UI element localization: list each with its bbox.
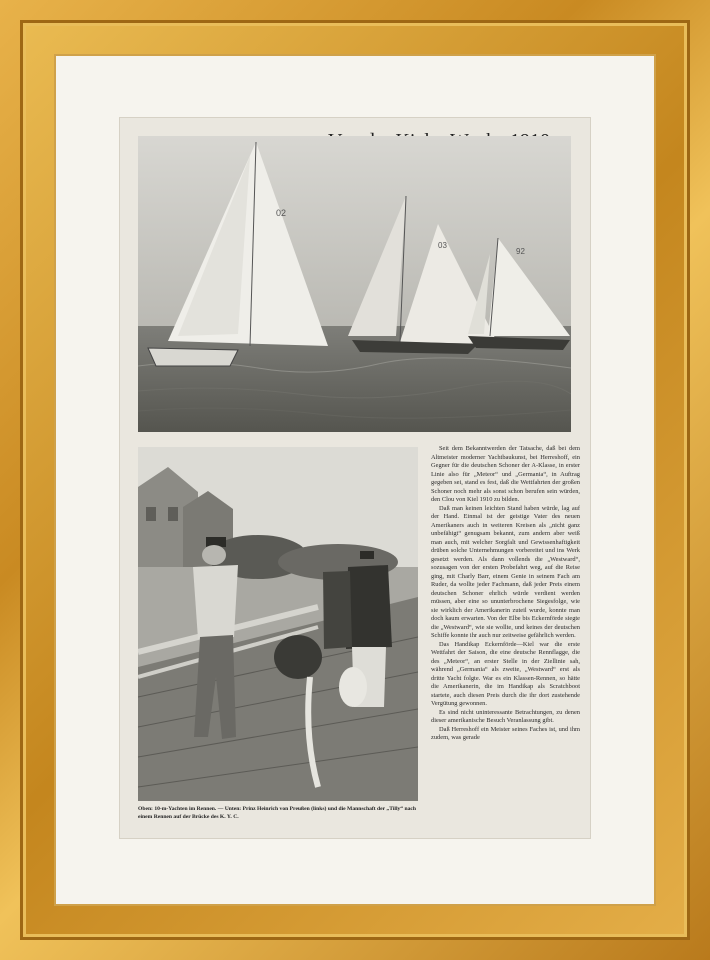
photo-caption: Oben: 10-m-Yachten im Rennen. — Unten: Prinz Heinrich von Preußen (links) und die Mannschaft der „Tilly“ nach einem Rennen auf der Brücke des K. Y. C. — [138, 806, 416, 820]
sail-number-92: 92 — [516, 247, 525, 256]
photo-yacht-race — [138, 136, 571, 432]
article-paragraph: Daß Herreshoff ein Meister seines Faches ist, und ihm zudem, was gerade — [431, 725, 580, 741]
article-column — [431, 445, 580, 810]
article-paragraph: Seit dem Bekanntwerden der Tatsache, daß bei dem Altmeister moderner Yachtbaukunst, bei Herreshoff, ein Gegner für die deutschen Schoner der A-Klasse, in erster Linie also für „Meteor“ und „Germania“, in Auftrag gegeben sei, stand es fest, daß die Wettfahrten der großen Schoner noch mehr als sonst schon berufen sein würden, den Clou von Kiel 1910 zu bilden. — [431, 445, 580, 503]
article-paragraph: Daß man keinen leichten Stand haben würde, lag auf der Hand. Einmal ist der geistige Vater des neuen Amerikaners auch in weiteren Kreisen als „nicht ganz unbefähigt“ genugsam bekannt, zum andern aber weiß man auch, mit welcher Sorgfalt und Gewissenhaftigkeit drüben solche Unternehmungen vorbereitet und ins Werk gesetzt werden. Als dann vollends die „Westward“, sozusagen von der ersten Probefahrt weg, auf die Reise ging, mit Charly Barr, einem Genie in seinem Fach am Ruder, da wollte jeder Fachmann, daß jeder Preis einem deutschen Schoner ehrlich würde verdient werden müssen, aber eine so ununterbrochene Siegesfolge, wie sie wirklich der Amerikanerin zuteil wurde, konnte man doch kaum erwarten. Von der Elbe bis Eckernförde siegte die „Westward“, wie sie wollte, und keines der deutschen Schiffe konnte ihr auch nur zeitweise gefährlich werden. — [431, 504, 580, 639]
article-paragraph: Es sind nicht uninteressante Betrachtungen, zu denen dieser amerikanische Besuch Veranlassung gibt. — [431, 708, 580, 724]
photo-pier-crew — [138, 447, 418, 801]
sail-number-02: 02 — [276, 208, 287, 218]
yacht-race-illustration — [138, 136, 571, 432]
article-paragraph: Das Handikap Eckernförde—Kiel war die erste Wettfahrt der Saison, die eine deutsche Rennflagge, die des „Meteor“, an erster Stelle in der Ziellinie sah, während „Germania“ als zweite, „Westward“ erst als dritte Yacht folgte. War es ein Klassen-Rennen, so hätte die Amerikanerin, die im Handikap als Scratchboot startete, auch diesen Preis durch die ihr dort zustehende Vergütung gewonnen. — [431, 640, 580, 707]
sail-number-03: 03 — [438, 241, 447, 250]
pier-crew-illustration — [138, 447, 418, 801]
